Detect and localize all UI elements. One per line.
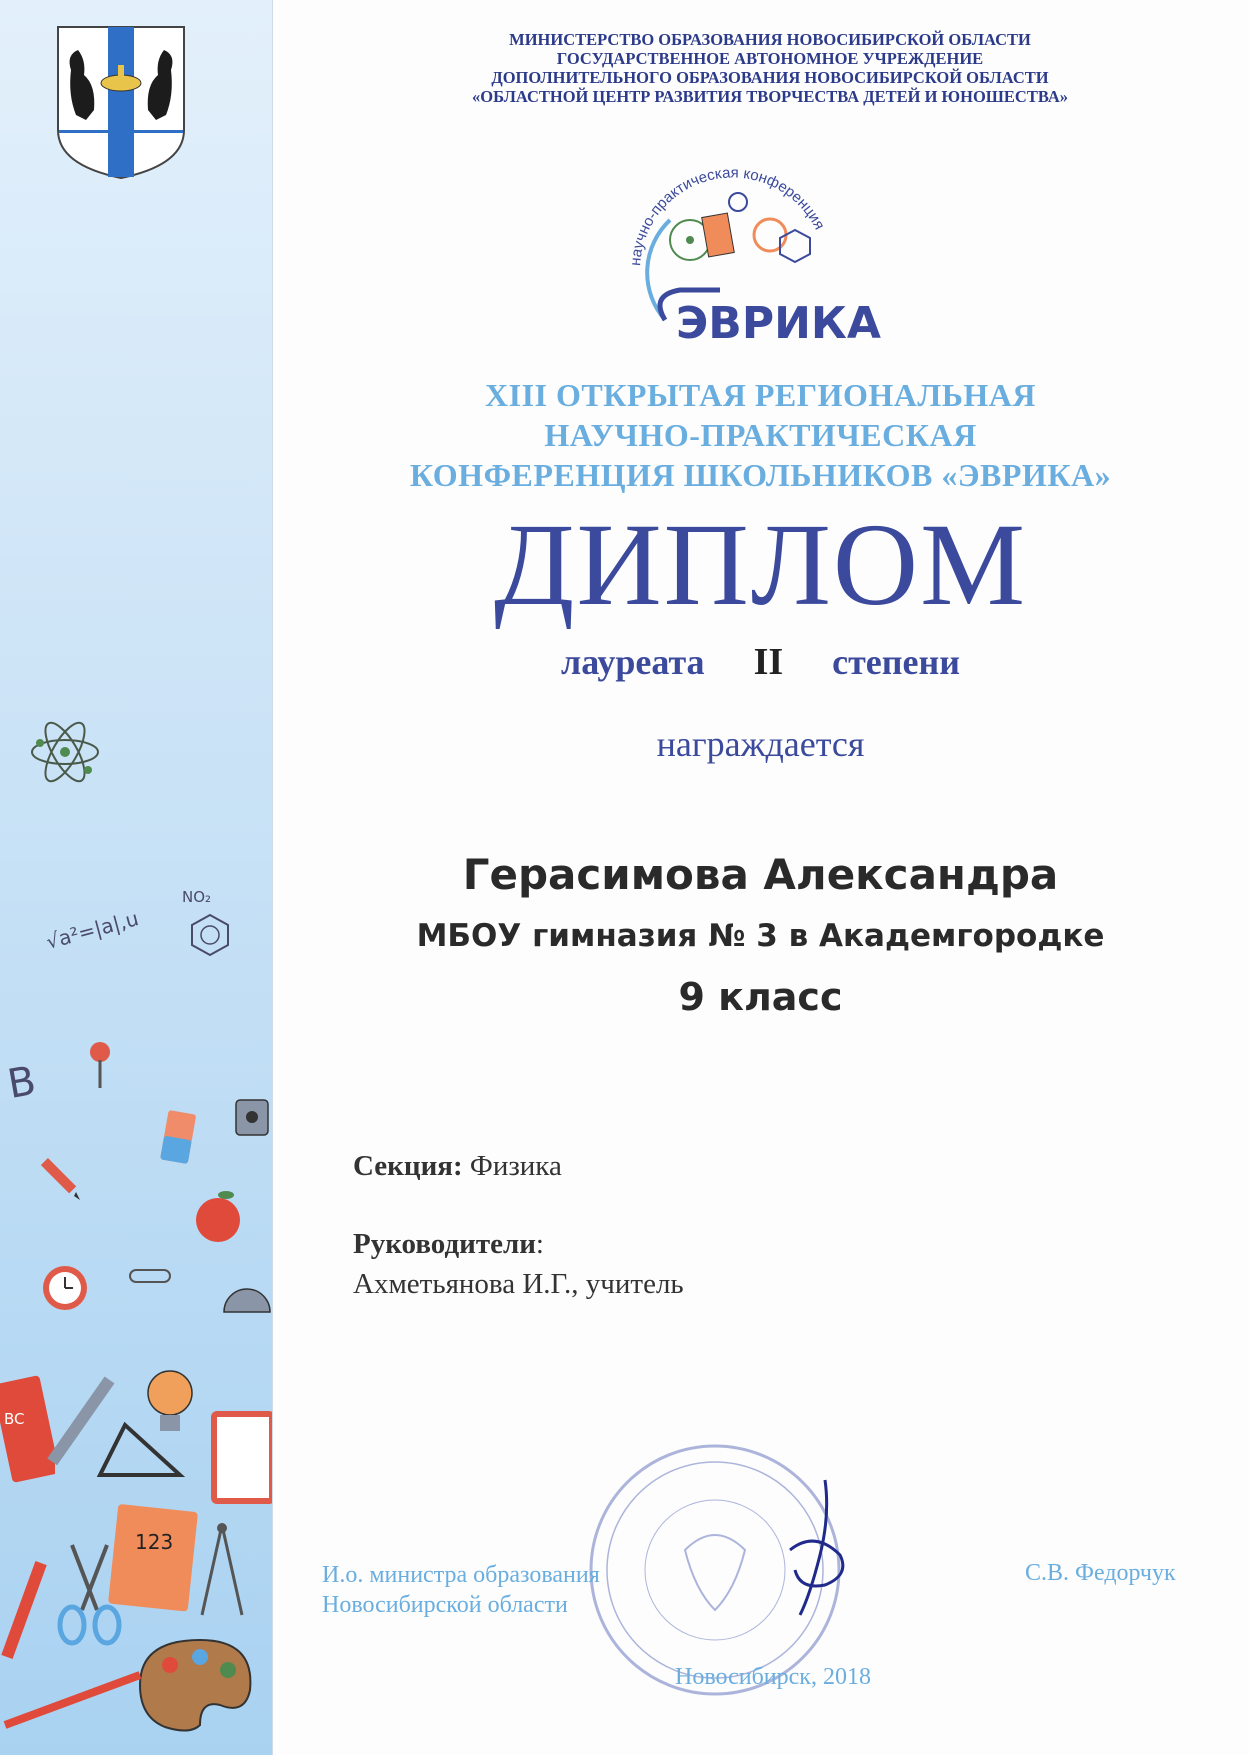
alarm-clock-icon [35, 1255, 95, 1315]
diploma-title: ДИПЛОМ [493, 499, 1028, 630]
pushpin-icon [85, 1040, 115, 1090]
pencil-icon [28, 1148, 83, 1203]
compass-icon [192, 1520, 252, 1620]
section-value: Физика [469, 1150, 562, 1182]
apple-icon [188, 1185, 248, 1245]
recipient-name: Герасимова Александра [462, 850, 1059, 899]
no2-label: NO₂ [182, 888, 212, 906]
logo-name: ЭВРИКА [676, 298, 881, 345]
sharpener-icon [232, 1095, 272, 1140]
notebook-text: BC [4, 1410, 25, 1428]
leaders-label: Руководители [353, 1228, 536, 1260]
ministry-line-4: «ОБЛАСТНОЙ ЦЕНТР РАЗВИТИЯ ТВОРЧЕСТВА ДЕТЕЙ И ЮНОШЕСТВА» [472, 87, 1068, 106]
degree-word: степени [832, 642, 960, 682]
letter-b: B [4, 1057, 40, 1109]
protractor-icon [222, 1280, 272, 1315]
scissors-icon [52, 1540, 127, 1650]
red-pencil-icon [0, 1560, 50, 1670]
degree-number: II [753, 641, 784, 683]
chalkboard-icon [210, 1410, 272, 1505]
paperclip-icon [128, 1266, 173, 1286]
ministry-line-2: ГОСУДАРСТВЕННОЕ АВТОНОМНОЕ УЧРЕЖДЕНИЕ [556, 49, 984, 68]
conference-line-1: XIII ОТКРЫТАЯ РЕГИОНАЛЬНАЯ [485, 377, 1036, 413]
set-square-icon [95, 1420, 185, 1480]
laureate-word: лауреата [561, 642, 705, 682]
math-formula: √a²=|a|,u [43, 906, 142, 954]
signer-name: С.В. Федорчук [1025, 1560, 1176, 1586]
city-year: Новосибирск, 2018 [675, 1664, 871, 1690]
awarded-label: награждается [656, 724, 865, 764]
section-line [353, 1150, 562, 1183]
atom-icon [28, 715, 103, 790]
leaders-colon: : [535, 1228, 544, 1260]
logo-arc-text: научно-практическая конференция [627, 164, 828, 267]
signer-position-line-1: И.о. министра образования [322, 1562, 600, 1588]
benzene-icon [188, 910, 233, 960]
conference-line-3: КОНФЕРЕНЦИЯ ШКОЛЬНИКОВ «ЭВРИКА» [409, 457, 1112, 493]
ministry-header [330, 30, 1210, 106]
handwritten-signature [770, 1475, 870, 1625]
signer-position-line-2: Новосибирской области [322, 1592, 568, 1618]
leaders-heading [353, 1228, 544, 1261]
leaders-value: Ахметьянова И.Г., учитель [353, 1268, 684, 1300]
decorative-sidebar [0, 0, 273, 1755]
recipient-school: МБОУ гимназия № 3 в Академгородке [416, 918, 1105, 954]
degree-line [272, 640, 1249, 684]
ministry-line-1: МИНИСТЕРСТВО ОБРАЗОВАНИЯ НОВОСИБИРСКОЙ ОБЛАСТИ [509, 30, 1031, 49]
conference-line-2: НАУЧНО-ПРАКТИЧЕСКАЯ [544, 417, 977, 453]
signer-position [322, 1560, 600, 1620]
paintbrush-icon [0, 1665, 150, 1735]
ministry-line-3: ДОПОЛНИТЕЛЬНОГО ОБРАЗОВАНИЯ НОВОСИБИРСКОЙ ОБЛАСТИ [491, 68, 1049, 87]
recipient-grade: 9 класс [678, 975, 843, 1019]
evrika-logo [610, 160, 900, 345]
eraser-icon [158, 1108, 198, 1168]
section-label: Секция: [353, 1150, 463, 1182]
book-number: 123 [135, 1530, 174, 1554]
conference-title [272, 375, 1249, 495]
coat-of-arms-icon [56, 25, 186, 180]
